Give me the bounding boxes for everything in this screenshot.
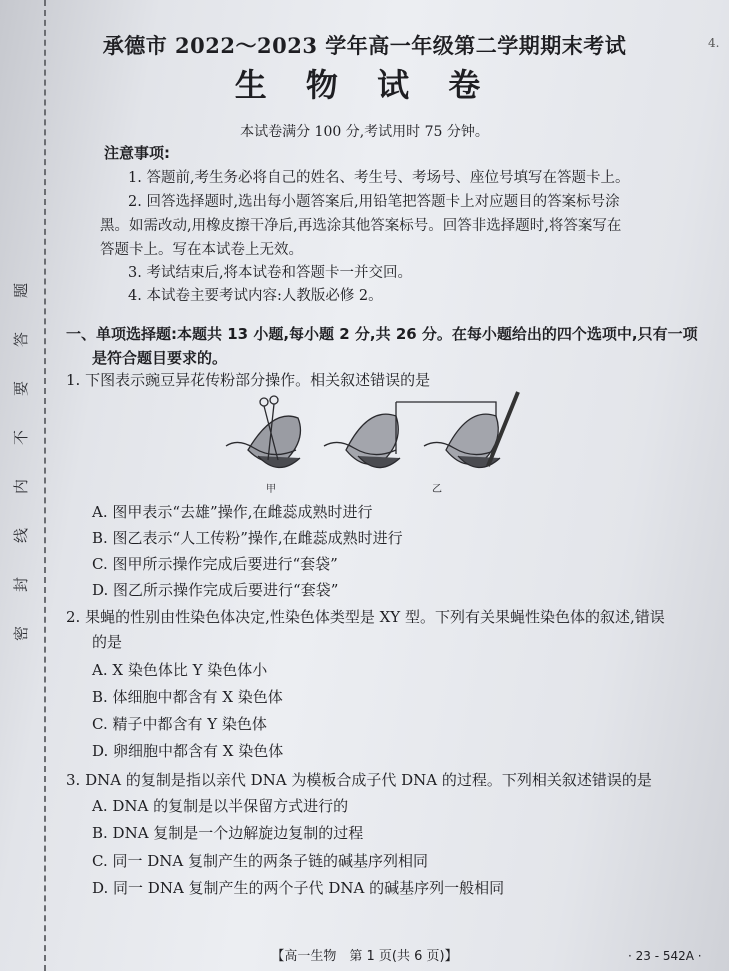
question-2-option-d: D. 卵细胞中都含有 X 染色体 xyxy=(92,742,284,760)
question-3-option-b: B. DNA 复制是一个边解旋边复制的过程 xyxy=(92,824,364,842)
question-3-option-c: C. 同一 DNA 复制产生的两条子链的碱基序列相同 xyxy=(92,852,429,870)
margin-char: 内 xyxy=(12,478,31,495)
pea-pollination-figure xyxy=(218,388,538,495)
question-1-stem: 1. 下图表示豌豆异花传粉部分操作。相关叙述错误的是 xyxy=(66,371,431,389)
note-line: 答题卡上。写在本试卷上无效。 xyxy=(100,242,303,258)
page-footer: 【高一生物 第 1 页(共 6 页)】 xyxy=(271,949,458,964)
question-3-option-a: A. DNA 的复制是以半保留方式进行的 xyxy=(92,797,349,815)
note-line: 3. 考试结束后,将本试卷和答题卡一并交回。 xyxy=(128,265,413,281)
margin-char: 线 xyxy=(12,527,31,544)
margin-char: 题 xyxy=(12,282,31,299)
note-line: 黑。如需改动,用橡皮擦干净后,再选涂其他答案标号。回答非选择题时,将答案写在 xyxy=(100,218,622,234)
question-2-option-b: B. 体细胞中都含有 X 染色体 xyxy=(92,688,283,706)
question-2-option-a: A. X 染色体比 Y 染色体小 xyxy=(92,661,268,679)
notes-heading: 注意事项: xyxy=(104,144,170,162)
exam-title: 承德市 2022～2023 学年高一年级第二学期期末考试 xyxy=(102,33,627,58)
question-2-stem: 2. 果蝇的性别由性染色体决定,性染色体类型是 XY 型。下列有关果蝇性染色体的叙述,错误 xyxy=(66,608,665,626)
question-2-option-c: C. 精子中都含有 Y 染色体 xyxy=(92,715,267,733)
section-heading: 一、单项选择题:本题共 13 小题,每小题 2 分,共 26 分。在每小题给出的四个选项中,只有一项 xyxy=(66,325,698,343)
question-1-option-b: B. 图乙表示“人工传粉”操作,在雌蕊成熟时进行 xyxy=(92,529,403,547)
note-line: 4. 本试卷主要考试内容:人教版必修 2。 xyxy=(128,288,383,304)
margin-char: 要 xyxy=(12,380,31,397)
margin-char: 封 xyxy=(12,576,31,593)
binding-margin-text xyxy=(6,280,36,644)
question-3-option-d: D. 同一 DNA 复制产生的两个子代 DNA 的碱基序列一般相同 xyxy=(92,879,505,897)
subject-title: 生 物 试 卷 xyxy=(234,66,495,104)
question-2-stem-cont: 的是 xyxy=(92,633,123,651)
figure-label-yi: 乙 xyxy=(432,484,442,495)
note-line: 2. 回答选择题时,选出每小题答案后,用铅笔把答题卡上对应题目的答案标号涂 xyxy=(128,194,620,210)
corner-mark: 4. xyxy=(708,36,720,50)
binding-line xyxy=(44,0,46,971)
question-1-option-d: D. 图乙所示操作完成后要进行“套袋” xyxy=(92,581,339,599)
margin-char: 不 xyxy=(12,429,31,446)
question-1-option-a: A. 图甲表示“去雄”操作,在雌蕊成熟时进行 xyxy=(92,503,373,521)
section-heading-cont: 是符合题目要求的。 xyxy=(92,349,228,367)
exam-meta: 本试卷满分 100 分,考试用时 75 分钟。 xyxy=(240,124,489,140)
note-line: 1. 答题前,考生务必将自己的姓名、考生号、考场号、座位号填写在答题卡上。 xyxy=(128,170,630,186)
question-1-option-c: C. 图甲所示操作完成后要进行“套袋” xyxy=(92,555,338,573)
figure-label-jia: 甲 xyxy=(266,484,276,495)
margin-char: 密 xyxy=(12,625,31,642)
question-3-stem: 3. DNA 的复制是指以亲代 DNA 为模板合成子代 DNA 的过程。下列相关叙述错误的是 xyxy=(66,771,652,789)
margin-char: 答 xyxy=(12,331,31,348)
paper-code: · 23 - 542A · xyxy=(628,949,702,963)
